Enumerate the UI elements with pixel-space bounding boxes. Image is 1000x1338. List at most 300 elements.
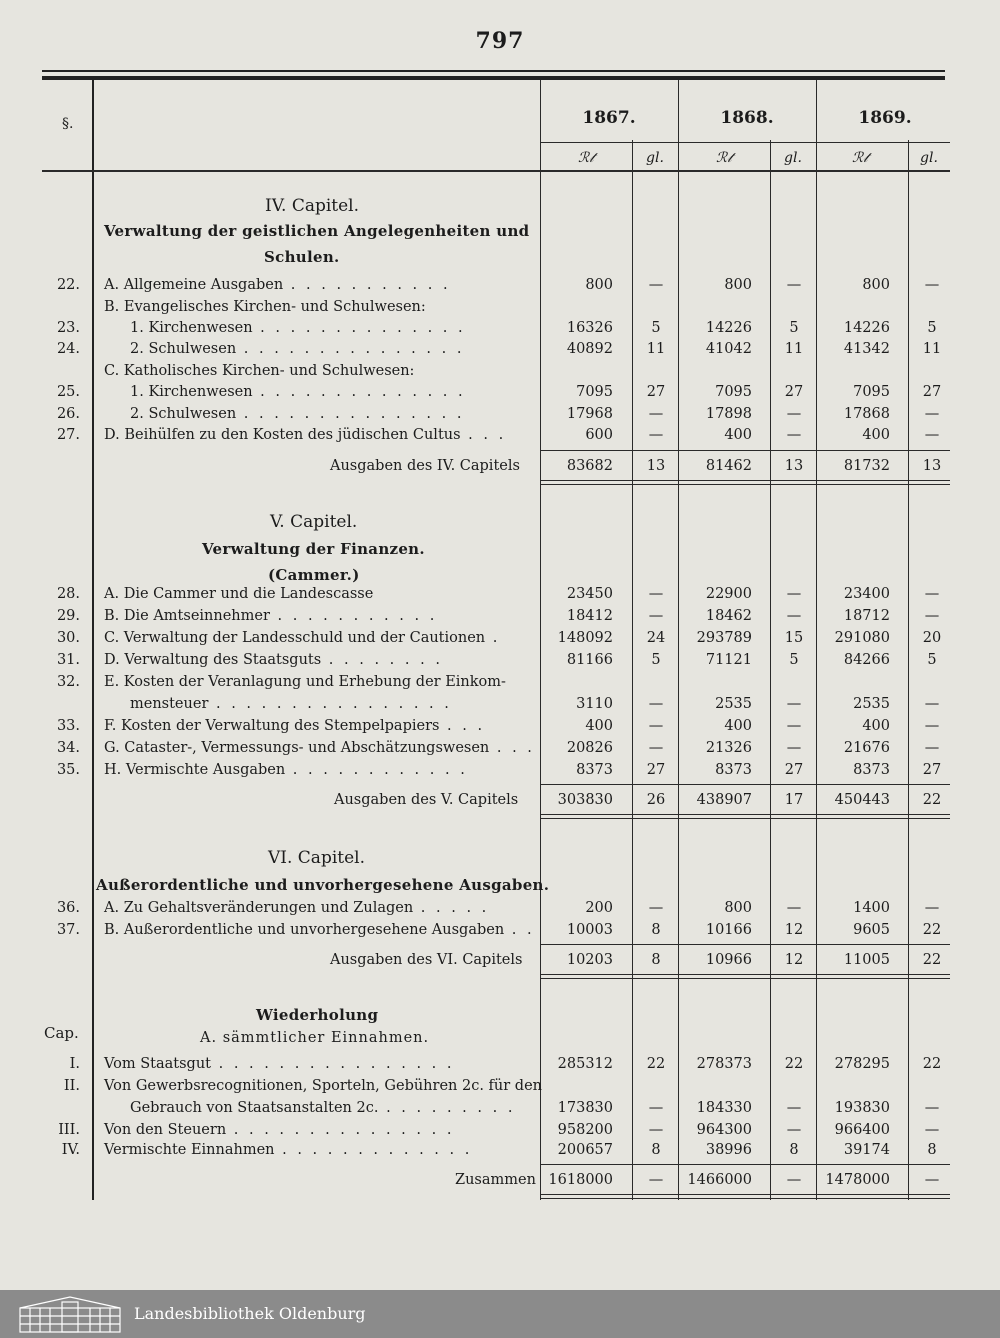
leader-dots: . . . [489,740,535,756]
leader-dots: . . . . . . . . . . . . . . [252,320,466,336]
section-number: 27. [56,427,80,443]
thaler-1869: 193830 [834,1100,890,1116]
groschen-1867: 26 [646,792,666,808]
thaler-1869: 21676 [843,740,890,756]
row-label-wrap [104,760,468,780]
groschen-1869: 20 [922,630,942,646]
total-row [0,456,1000,476]
groschen-1867: — [648,427,664,443]
groschen-1869: — [924,1122,940,1138]
groschen-unit-label: gl. [920,150,938,166]
total-double-rule [540,484,950,485]
total-double-rule [540,818,950,819]
row-label: B. Die Amtseinnehmer [104,608,270,624]
groschen-1869: 27 [922,762,942,778]
table-row [0,339,1000,359]
thaler-1867: 1618000 [548,1172,613,1188]
thaler-1869: 18712 [843,608,890,624]
groschen-1867: 13 [646,458,666,474]
groschen-1867: 5 [651,652,661,668]
table-row [0,1054,1000,1074]
groschen-1869: 11 [922,341,942,357]
row-label: 2. Schulwesen [130,341,237,357]
footer-bar [0,1290,1000,1338]
row-label: 2. Schulwesen [130,406,237,422]
section-number: 35. [56,762,80,778]
groschen-1868: 5 [789,320,799,336]
groschen-1868: 13 [784,458,804,474]
total-row [0,950,1000,970]
thaler-1867: 81166 [566,652,613,668]
thaler-1867: 83682 [566,458,613,474]
table-row [0,425,1000,445]
groschen-1869: 13 [922,458,942,474]
table-row [0,672,1000,692]
groschen-1869: — [924,718,940,734]
row-label: C. Verwaltung der Landesschuld und der Cautionen [104,630,486,646]
section-number: 37. [56,922,80,938]
groschen-1869: 22 [922,1056,942,1072]
row-label-wrap [104,716,485,736]
section-number: 36. [56,900,80,916]
groschen-1869: 5 [927,652,937,668]
table-row [0,1120,1000,1140]
row-label: mensteuer [130,696,209,712]
row-label-wrap [104,1120,454,1140]
total-label: Ausgaben des IV. Capitels [330,458,520,474]
table-row [0,318,1000,338]
thaler-1867: 7095 [576,384,613,400]
row-label-wrap [104,584,373,604]
table-row [0,1098,1000,1118]
row-label: A. Allgemeine Ausgaben [104,277,284,293]
groschen-1868: — [786,696,802,712]
chapter-subtitle: Schulen. [264,248,340,266]
groschen-1868: 17 [784,792,804,808]
header-bottom-rule [42,170,950,172]
total-double-rule [540,1198,950,1199]
thaler-1869: 2535 [853,696,890,712]
leader-dots: . . . . . . . . . . . . . . . . [211,1056,455,1072]
thaler-1868: 400 [724,427,752,443]
leader-dots: . . . . . . . . . . . . . . . [226,1122,455,1138]
thaler-1867: 8373 [576,762,613,778]
groschen-1868: — [786,1122,802,1138]
thaler-1867: 173830 [557,1100,613,1116]
groschen-1867: 5 [651,320,661,336]
groschen-1867: — [648,586,664,602]
groschen-1868: — [786,608,802,624]
table-row [0,650,1000,670]
row-label-wrap [104,898,489,918]
row-label-wrap [104,920,535,940]
thaler-1867: 23450 [566,586,613,602]
table-row [0,382,1000,402]
groschen-1868: 15 [784,630,804,646]
thaler-1868: 10966 [705,952,752,968]
thaler-1868: 964300 [696,1122,752,1138]
section-column-header: §. [62,116,74,132]
groschen-1867: — [648,1100,664,1116]
thaler-1868: 81462 [705,458,752,474]
row-label-wrap [104,275,451,295]
thaler-1869: 291080 [834,630,890,646]
table-row [0,760,1000,780]
row-label: B. Evangelisches Kirchen- und Schulwesen: [104,299,426,315]
total-rule [540,1164,950,1165]
thaler-1869: 23400 [843,586,890,602]
thaler-1867: 303830 [557,792,613,808]
thaler-1867: 40892 [566,341,613,357]
table-row [0,1140,1000,1160]
thaler-1867: 10203 [566,952,613,968]
groschen-1869: 22 [922,922,942,938]
groschen-1869: — [924,608,940,624]
groschen-1867: 8 [651,922,661,938]
leader-dots: . . . . . . . . . . . . . . . [236,341,465,357]
row-label-wrap [104,425,506,445]
top-rule [42,70,945,72]
thaler-1868: 10166 [705,922,752,938]
library-name: Landesbibliothek Oldenburg [134,1304,366,1323]
groschen-1868: 11 [784,341,804,357]
chapter-title: VI. Capitel. [268,848,365,868]
total-label: Ausgaben des V. Capitels [334,792,519,808]
section-number: I. [69,1056,80,1072]
row-label-wrap [104,361,414,381]
leader-dots: . . . . . . . . . . . . . . [252,384,466,400]
thaler-1868: 438907 [696,792,752,808]
groschen-1868: — [786,277,802,293]
total-label: Ausgaben des VI. Capitels [330,952,523,968]
row-label: Von den Steuern [104,1122,227,1138]
thaler-1867: 10003 [566,922,613,938]
section-number: 26. [56,406,80,422]
chapter-subtitle: (Cammer.) [268,566,360,584]
library-building-icon [16,1294,124,1334]
total-double-rule [540,1194,950,1195]
thaler-1869: 39174 [843,1142,890,1158]
thaler-1868: 2535 [715,696,752,712]
groschen-1869: — [924,740,940,756]
section-number: 32. [56,674,80,690]
row-label: H. Vermischte Ausgaben [104,762,286,778]
row-label-wrap [104,1140,472,1160]
groschen-1869: — [924,406,940,422]
row-label-wrap [104,1076,542,1096]
groschen-1868: 12 [784,922,804,938]
thaler-1867: 3110 [576,696,613,712]
row-label: E. Kosten der Veranlagung und Erhebung der Einkom- [104,674,506,690]
row-label: C. Katholisches Kirchen- und Schulwesen: [104,363,415,379]
leader-dots: . . . . . . . . . . . . . . . . [208,696,452,712]
page-number: 797 [475,28,525,54]
leader-dots: . . . . . . . . . . . . [285,762,468,778]
year-1868-header: 1868. [720,108,774,128]
row-label-wrap [104,1054,455,1074]
groschen-1867: — [648,608,664,624]
table-row [0,1076,1000,1096]
row-label: Vom Staatsgut [104,1056,211,1072]
thaler-1869: 450443 [834,792,890,808]
groschen-1869: — [924,1100,940,1116]
thaler-1869: 41342 [843,341,890,357]
thaler-1867: 600 [585,427,613,443]
section-number: 28. [56,586,80,602]
groschen-1868: 5 [789,652,799,668]
table-row [0,275,1000,295]
leader-dots: . . . . . [413,900,490,916]
groschen-1869: 22 [922,792,942,808]
total-rule [540,450,950,451]
groschen-1868: — [786,740,802,756]
thaler-1867: 285312 [557,1056,613,1072]
thaler-1868: 293789 [696,630,752,646]
thaler-1869: 9605 [853,922,890,938]
cap-label: Cap. [44,1024,79,1042]
section-number: 29. [56,608,80,624]
groschen-1867: — [648,900,664,916]
leader-dots: . . . . . . . . . . . [269,608,438,624]
row-label-wrap [104,606,437,626]
row-label-wrap [104,650,443,670]
groschen-1869: — [924,696,940,712]
year-1867-header: 1867. [582,108,636,128]
thaler-1869: 400 [862,718,890,734]
section-number: II. [63,1078,80,1094]
thaler-unit-label: ℛ𝓉 [716,150,732,166]
thaler-unit-label: ℛ𝓉 [852,150,868,166]
groschen-1869: 8 [927,1142,937,1158]
leader-dots: . . . . . . . . . . . . . [274,1142,473,1158]
chapter-subtitle: Verwaltung der geistlichen Angelegenheiten und [104,222,530,240]
groschen-1869: 5 [927,320,937,336]
thaler-1868: 400 [724,718,752,734]
table-row [0,584,1000,604]
thaler-1869: 966400 [834,1122,890,1138]
header-rule [540,142,950,143]
table-row [0,404,1000,424]
row-label: 1. Kirchenwesen [130,320,253,336]
thaler-1868: 14226 [705,320,752,336]
section-number: 23. [56,320,80,336]
total-label: Zusammen [455,1172,536,1188]
row-label: 1. Kirchenwesen [130,384,253,400]
table-row [0,694,1000,714]
section-number: 30. [56,630,80,646]
leader-dots: . . . . . . . . . [378,1100,516,1116]
groschen-1867: 11 [646,341,666,357]
groschen-unit-label: gl. [784,150,802,166]
groschen-1869: 27 [922,384,942,400]
groschen-1869: 22 [922,952,942,968]
leader-dots: . . [504,922,535,938]
recap-subtitle: A. sämmtlicher Einnahmen. [200,1030,430,1046]
thaler-1868: 8373 [715,762,752,778]
row-label: Von Gewerbsrecognitionen, Sporteln, Gebühren 2c. für den [104,1078,542,1094]
thaler-1867: 18412 [566,608,613,624]
table-row [0,716,1000,736]
thaler-1869: 84266 [843,652,890,668]
groschen-unit-label: gl. [646,150,664,166]
table-row [0,738,1000,758]
row-label-wrap [130,318,466,338]
groschen-1869: — [924,900,940,916]
groschen-1867: 24 [646,630,666,646]
groschen-1869: — [924,427,940,443]
chapter-subtitle: Außerordentliche und unvorhergesehene Ausgaben. [96,876,550,894]
row-label: G. Cataster-, Vermessungs- und Abschätzungswesen [104,740,490,756]
recap-title: Wiederholung [256,1006,379,1024]
section-number: 25. [56,384,80,400]
groschen-1868: — [786,1100,802,1116]
row-label-wrap [130,382,466,402]
leader-dots: . . . . . . . . . . . . . . . [236,406,465,422]
leader-dots: . . . [439,718,486,734]
thaler-1869: 1478000 [825,1172,890,1188]
section-number: 24. [56,341,80,357]
section-number: 22. [56,277,80,293]
row-label: B. Außerordentliche und unvorhergesehene Ausgaben [104,922,505,938]
groschen-1868: — [786,1172,802,1188]
thaler-1868: 278373 [696,1056,752,1072]
thaler-1867: 148092 [557,630,613,646]
table-row [0,297,1000,317]
thaler-1869: 278295 [834,1056,890,1072]
groschen-1867: 27 [646,762,666,778]
chapter-title: IV. Capitel. [265,196,360,216]
groschen-1867: — [648,1122,664,1138]
thaler-1868: 17898 [705,406,752,422]
thaler-1867: 800 [585,277,613,293]
groschen-1867: — [648,718,664,734]
thaler-1868: 22900 [705,586,752,602]
leader-dots: . . . [460,427,507,443]
thaler-1868: 800 [724,900,752,916]
groschen-1868: 12 [784,952,804,968]
total-double-rule [540,978,950,979]
chapter-subtitle: Verwaltung der Finanzen. [202,540,425,558]
row-label: A. Zu Gehaltsveränderungen und Zulagen [104,900,414,916]
thaler-1867: 400 [585,718,613,734]
total-rule [540,944,950,945]
groschen-1868: 27 [784,384,804,400]
total-double-rule [540,814,950,815]
row-label-wrap [130,694,452,714]
row-label: D. Beihülfen zu den Kosten des jüdischen Cultus [104,427,461,443]
section-number: 33. [56,718,80,734]
thaler-1868: 38996 [705,1142,752,1158]
thaler-1867: 17968 [566,406,613,422]
thaler-1869: 11005 [843,952,890,968]
row-label-wrap [130,1098,515,1118]
thaler-1869: 800 [862,277,890,293]
thaler-1869: 8373 [853,762,890,778]
groschen-1867: 8 [651,952,661,968]
groschen-1867: 8 [651,1142,661,1158]
total-rule [540,784,950,785]
thaler-1868: 800 [724,277,752,293]
row-label-wrap [104,628,500,648]
groschen-1867: — [648,277,664,293]
thaler-1868: 71121 [705,652,752,668]
row-label: F. Kosten der Verwaltung des Stempelpapiers [104,718,440,734]
groschen-1868: — [786,406,802,422]
groschen-1868: — [786,586,802,602]
groschen-1868: 8 [789,1142,799,1158]
thaler-1868: 21326 [705,740,752,756]
thaler-1868: 18462 [705,608,752,624]
thaler-1867: 200657 [557,1142,613,1158]
groschen-1868: — [786,900,802,916]
groschen-1868: 27 [784,762,804,778]
leader-dots: . . . . . . . . . . . [283,277,451,293]
groschen-1867: — [648,1172,664,1188]
groschen-1867: 22 [646,1056,666,1072]
groschen-1867: — [648,696,664,712]
thaler-1868: 7095 [715,384,752,400]
thaler-1867: 20826 [566,740,613,756]
total-row [0,1170,1000,1190]
total-double-rule [540,974,950,975]
groschen-1869: — [924,586,940,602]
leader-dots: . . . . . . . . [321,652,443,668]
leader-dots: . [485,630,501,646]
thaler-1869: 81732 [843,458,890,474]
row-label-wrap [104,672,506,692]
chapter-title: V. Capitel. [270,512,358,532]
groschen-1867: — [648,740,664,756]
thaler-1867: 200 [585,900,613,916]
groschen-1869: — [924,1172,940,1188]
row-label: D. Verwaltung des Staatsguts [104,652,322,668]
row-label-wrap [130,339,464,359]
table-row [0,628,1000,648]
groschen-1867: — [648,406,664,422]
thaler-1868: 1466000 [687,1172,752,1188]
total-row [0,790,1000,810]
row-label: Gebrauch von Staatsanstalten 2c. [130,1100,379,1116]
thaler-1868: 41042 [705,341,752,357]
section-number: III. [58,1122,80,1138]
row-label: A. Die Cammer und die Landescasse [104,586,374,602]
year-1869-header: 1869. [858,108,912,128]
row-label-wrap [104,297,426,317]
thaler-1869: 400 [862,427,890,443]
thaler-1869: 7095 [853,384,890,400]
table-row [0,920,1000,940]
groschen-1868: — [786,427,802,443]
section-number: 31. [56,652,80,668]
section-number: 34. [56,740,80,756]
groschen-1868: — [786,718,802,734]
section-number: IV. [61,1142,80,1158]
thaler-unit-label: ℛ𝓉 [578,150,594,166]
thaler-1869: 14226 [843,320,890,336]
row-label-wrap [130,404,464,424]
total-double-rule [540,480,950,481]
row-label-wrap [104,738,535,758]
groschen-1868: 22 [784,1056,804,1072]
groschen-1869: — [924,277,940,293]
groschen-1867: 27 [646,384,666,400]
thaler-1868: 184330 [696,1100,752,1116]
thaler-1869: 1400 [853,900,890,916]
row-label: Vermischte Einnahmen [104,1142,275,1158]
thaler-1867: 16326 [566,320,613,336]
top-rule-thick [42,76,945,80]
thaler-1869: 17868 [843,406,890,422]
